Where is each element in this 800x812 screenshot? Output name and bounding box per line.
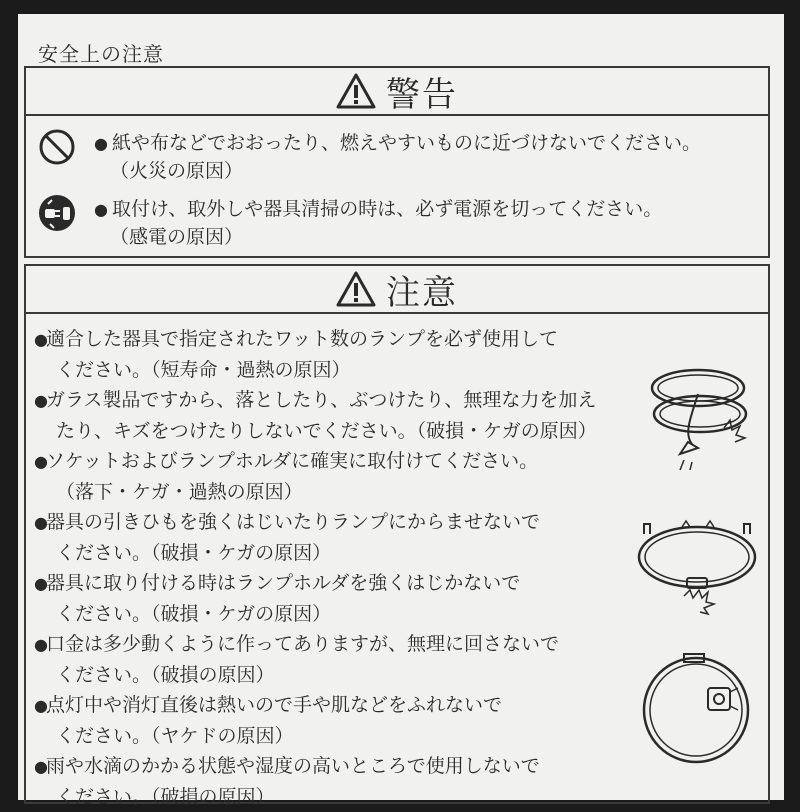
caution-item-line1: 器具に取り付ける時はランプホルダを強くはじかないで <box>46 572 521 594</box>
unplug-icon <box>38 194 76 232</box>
prohibition-icon <box>38 128 76 166</box>
caution-item-line2: ください。（破損の原因） <box>56 664 275 686</box>
bullet-icon: ● <box>34 391 48 410</box>
warning-title: 警告 <box>386 74 458 115</box>
lamp-holder-illustration <box>632 512 762 622</box>
caution-item-line2: ください。（ヤケドの原因） <box>56 725 294 747</box>
warning-item-text: 紙や布などでおおったり、燃えやすいものに近づけないでください。 <box>112 132 702 154</box>
caution-item <box>34 324 634 385</box>
lamp-socket-illustration <box>638 650 758 770</box>
caution-item-line1: ガラス製品ですから、落としたり、ぶつけたり、無理な力を加え <box>46 389 597 411</box>
lamp-drop-illustration <box>640 364 760 484</box>
caution-item-line1: ソケットおよびランプホルダに確実に取付けてください。 <box>46 450 539 472</box>
caution-item-line2: ください。（破損・ケガの原因） <box>56 603 332 625</box>
caution-item-line1: 器具の引きひもを強くはじいたりランプにからませないで <box>46 511 541 533</box>
caution-item <box>34 751 634 812</box>
bullet-icon: ● <box>34 757 48 776</box>
bullet-icon: ● <box>34 574 48 593</box>
caution-list <box>34 324 634 812</box>
bullet-icon: ● <box>34 513 48 532</box>
warning-item-cause: （火災の原因） <box>110 160 244 182</box>
caution-item <box>34 385 634 446</box>
bullet-icon: ● <box>34 330 48 349</box>
page-title: 安全上の注意 <box>38 42 164 66</box>
caution-header <box>26 266 768 314</box>
caution-item-line2: （落下・ケガ・過熱の原因） <box>56 481 303 503</box>
caution-item-line1: 適合した器具で指定されたワット数のランプを必ず使用して <box>46 328 559 350</box>
bullet-icon: ● <box>94 200 108 219</box>
warning-section <box>24 66 770 258</box>
bullet-icon: ● <box>34 696 48 715</box>
bullet-icon: ● <box>34 452 48 471</box>
caution-item <box>34 690 634 751</box>
caution-item <box>34 568 634 629</box>
bullet-icon: ● <box>34 635 48 654</box>
warning-header <box>26 68 768 116</box>
caution-item <box>34 507 634 568</box>
caution-item-line1: 口金は多少動くように作ってありますが、無理に回さないで <box>46 633 560 655</box>
caution-item-line2: たり、キズをつけたりしないでください。（破損・ケガの原因） <box>56 420 597 442</box>
caution-item-line2: ください。（破損・ケガの原因） <box>56 542 332 564</box>
caution-item <box>34 629 634 690</box>
hazard-triangle-icon <box>336 73 376 109</box>
safety-notice-sheet <box>18 14 784 808</box>
warning-item-cause: （感電の原因） <box>110 226 244 248</box>
caution-item <box>34 446 634 507</box>
hazard-triangle-icon <box>336 271 376 307</box>
caution-item-line1: 点灯中や消灯直後は熱いので手や肌などをふれないで <box>46 694 503 716</box>
caution-item-line2: ください。（短寿命・過熱の原因） <box>56 359 351 381</box>
caution-item-line1: 雨や水滴のかかる状態や湿度の高いところで使用しないで <box>46 755 540 777</box>
caution-item-line2: ください。（破損の原因） <box>56 786 275 808</box>
caution-section <box>24 264 770 808</box>
bullet-icon: ● <box>94 134 108 153</box>
warning-item-text: 取付け、取外しや器具清掃の時は、必ず電源を切ってください。 <box>112 198 663 220</box>
caution-title: 注意 <box>386 272 458 313</box>
